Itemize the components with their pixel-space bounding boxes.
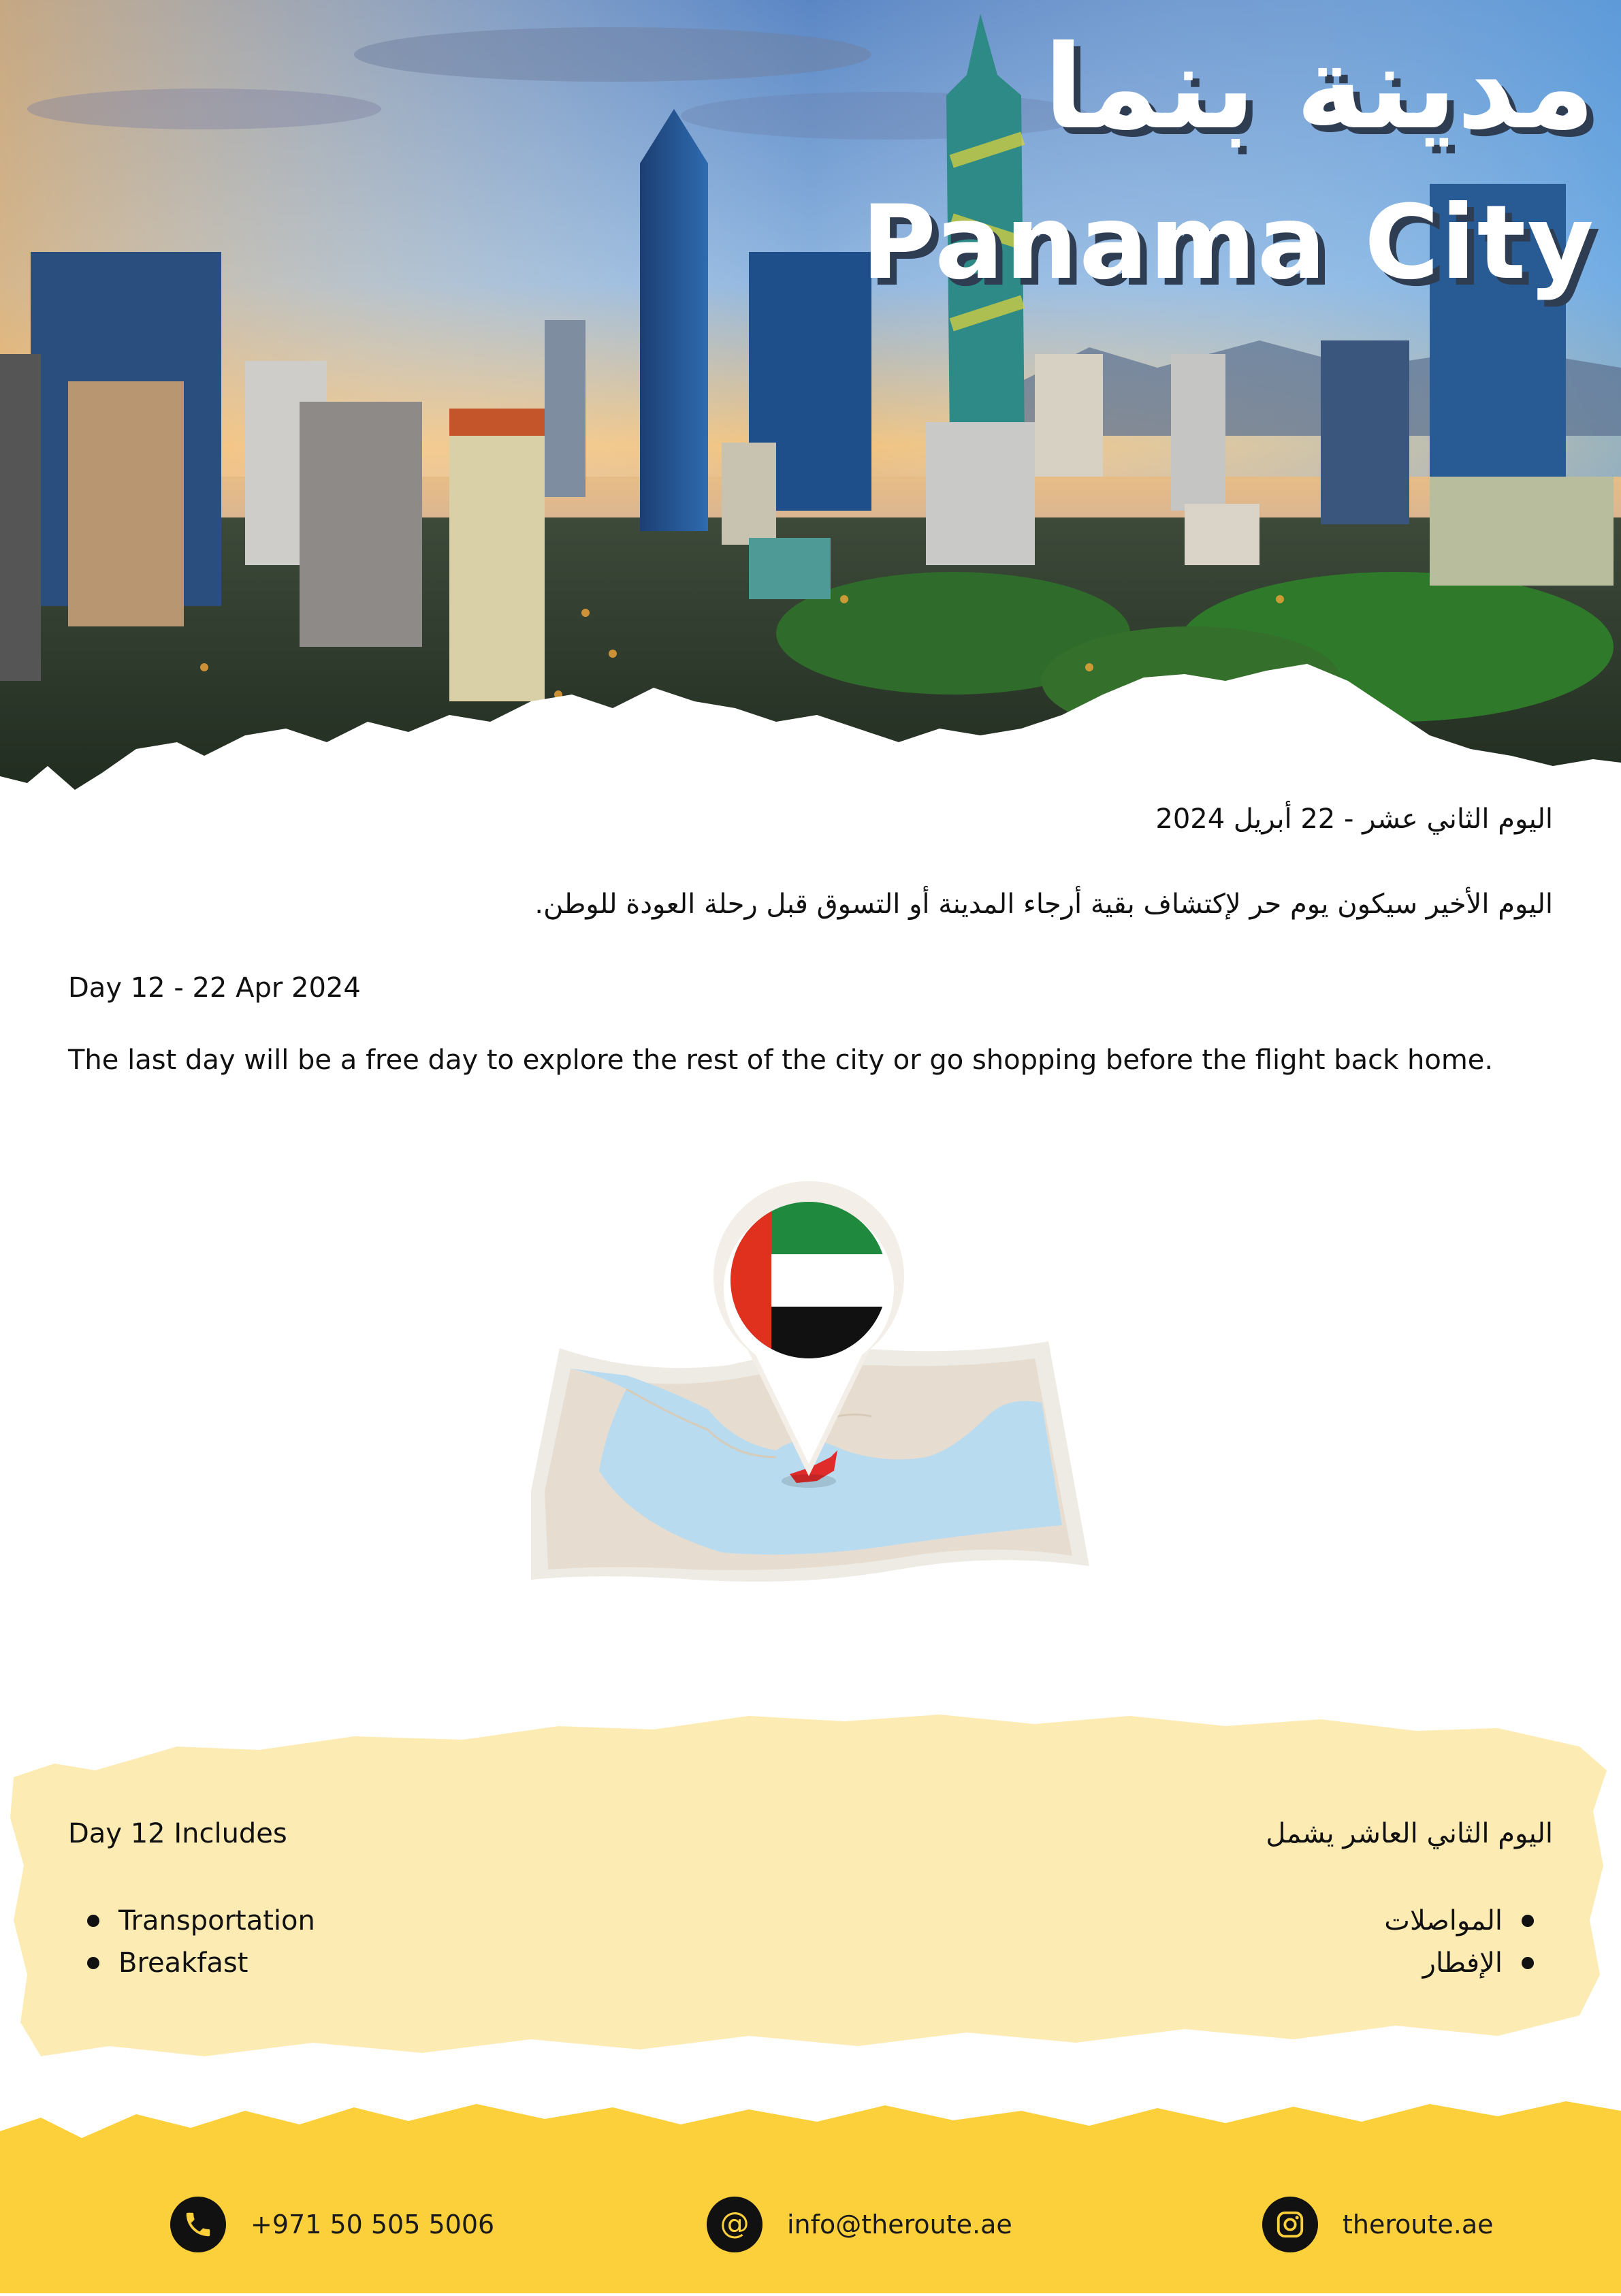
svg-text:@: @ bbox=[720, 2207, 750, 2241]
includes-title-arabic: اليوم الثاني العاشر يشمل bbox=[1266, 1818, 1553, 1849]
list-item bbox=[1384, 1900, 1538, 1942]
phone-number: +971 50 505 5006 bbox=[251, 2210, 495, 2239]
bullet-icon bbox=[1522, 1915, 1534, 1927]
list-item-label: Transportation bbox=[118, 1905, 315, 1936]
list-item-label: المواصلات bbox=[1384, 1905, 1503, 1936]
footer-background bbox=[0, 2077, 1621, 2293]
day-description-english: The last day will be a free day to explore the rest of the city or go shopping before the flight back home. bbox=[68, 1045, 1494, 1076]
at-icon bbox=[707, 2197, 763, 2252]
website-url: theroute.ae bbox=[1343, 2210, 1494, 2239]
includes-list-arabic bbox=[1384, 1900, 1538, 1984]
contact-phone[interactable] bbox=[170, 2196, 494, 2253]
includes-title-english: Day 12 Includes bbox=[68, 1818, 287, 1849]
list-item bbox=[83, 1900, 315, 1942]
list-item-label: Breakfast bbox=[118, 1947, 248, 1979]
contact-email[interactable] bbox=[707, 2196, 1012, 2253]
uae-map-pin-illustration bbox=[517, 1171, 1103, 1614]
bullet-icon bbox=[87, 1915, 99, 1927]
title-arabic: مدينة بنما bbox=[1044, 20, 1595, 155]
includes-list-english bbox=[83, 1900, 315, 1984]
title-english: Panama City bbox=[861, 184, 1595, 302]
email-address: info@theroute.ae bbox=[787, 2210, 1012, 2239]
day-date-english: Day 12 - 22 Apr 2024 bbox=[68, 972, 361, 1004]
instagram-icon bbox=[1262, 2197, 1318, 2252]
contact-website[interactable] bbox=[1262, 2196, 1494, 2253]
list-item bbox=[83, 1942, 315, 1984]
list-item-label: الإفطار bbox=[1422, 1947, 1503, 1979]
includes-background bbox=[0, 1689, 1621, 2084]
day-description-arabic: اليوم الأخير سيكون يوم حر لإكتشاف بقية أرجاء المدينة أو التسوق قبل رحلة العودة للوطن. bbox=[534, 889, 1553, 920]
list-item bbox=[1384, 1942, 1538, 1984]
bullet-icon bbox=[87, 1957, 99, 1969]
phone-icon bbox=[170, 2197, 226, 2252]
bullet-icon bbox=[1522, 1957, 1534, 1969]
day-date-arabic: اليوم الثاني عشر - 22 أبريل 2024 bbox=[1155, 803, 1553, 835]
